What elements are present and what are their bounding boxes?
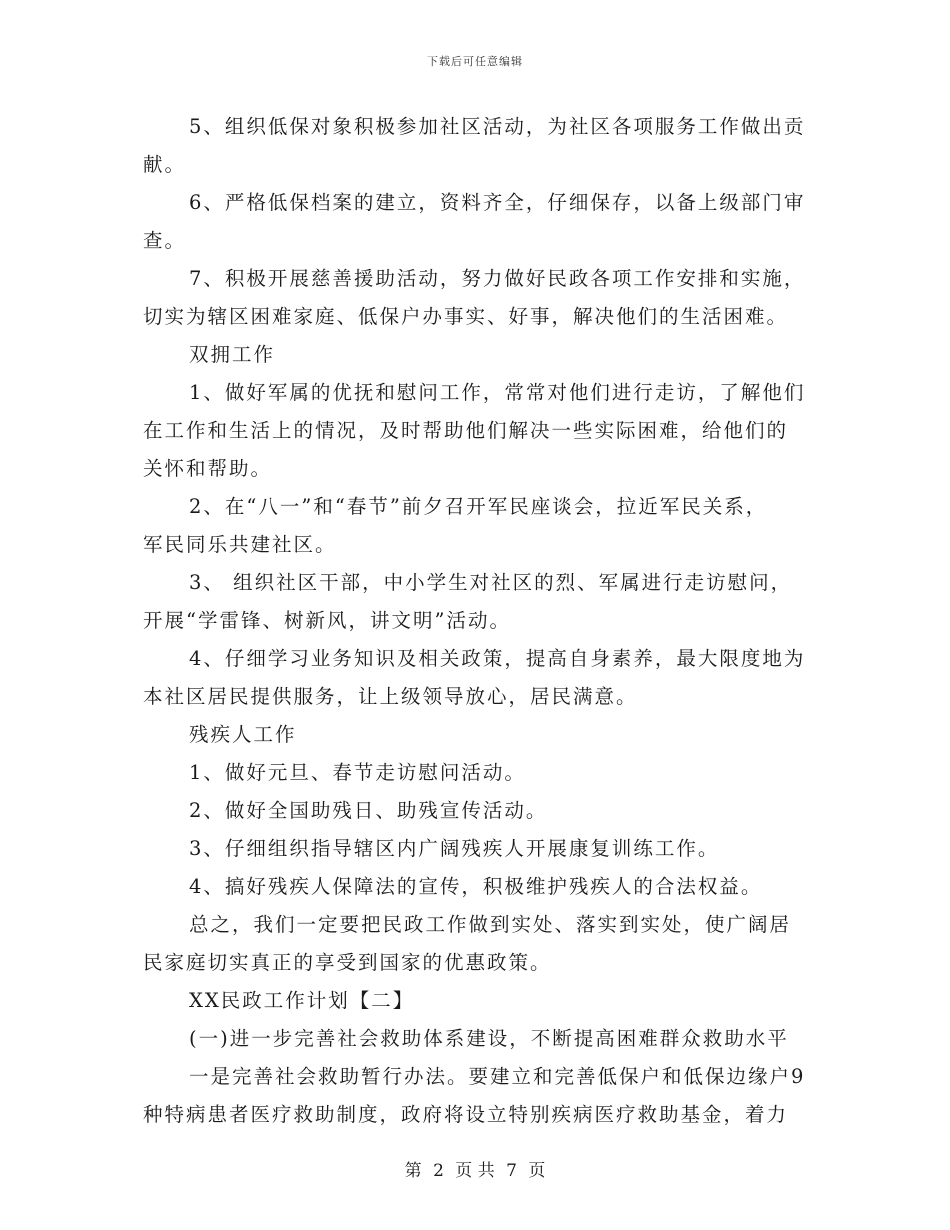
text-line: 一是完善社会救助暂行办法。要建立和完善低保户和低保边缘户9: [189, 1065, 806, 1088]
text-line: 双拥工作: [189, 343, 276, 366]
text-line: 2、做好全国助残日、助残宣传活动。: [189, 799, 548, 822]
footer-suffix: 页: [528, 1161, 546, 1181]
text-line: 1、做好军属的优抚和慰问工作，常常对他们进行走访，了解他们: [189, 381, 806, 404]
text-line: 4、搞好残疾人保障法的宣传，积极维护残疾人的合法权益。: [189, 875, 763, 898]
text-line: 4、仔细学习业务知识及相关政策，提高自身素养，最大限度地为: [189, 647, 806, 670]
text-line: 2、在“八一”和“春节”前夕召开军民座谈会，拉近军民关系，: [189, 495, 768, 518]
text-line: 3、仔细组织指导辖区内广阔残疾人开展康复训练工作。: [189, 837, 720, 860]
text-line: 6、严格低保档案的建立，资料齐全，仔细保存，以备上级部门审: [189, 191, 806, 214]
text-line: 在工作和生活上的情况，及时帮助他们解决一些实际困难，给他们的: [143, 419, 789, 442]
footer-total-pages: 7: [506, 1161, 517, 1181]
document-body: [143, 112, 805, 1138]
text-line: 总之，我们一定要把民政工作做到实处、落实到实处，使广阔居: [189, 913, 792, 936]
footer-middle: 页 共: [455, 1161, 495, 1181]
text-line: 7、积极开展慈善援助活动，努力做好民政各项工作安排和实施，: [189, 267, 806, 290]
text-line: 残疾人工作: [189, 723, 297, 746]
text-line: 关怀和帮助。: [143, 457, 273, 480]
text-line: 3、 组织社区干部，中小学生对社区的烈、军属进行走访慰问，: [189, 571, 793, 594]
page-header: 下载后可任意编辑: [427, 55, 523, 68]
text-line: XX民政工作计划【二】: [189, 989, 415, 1012]
text-line: 查。: [143, 229, 187, 252]
text-line: 本社区居民提供服务，让上级领导放心，居民满意。: [143, 685, 638, 708]
text-line: 民家庭切实真正的享受到国家的优惠政策。: [143, 951, 552, 974]
text-line: 开展“学雷锋、树新风，讲文明”活动。: [143, 609, 511, 632]
text-line: 种特病患者医疗救助制度，政府将设立特别疾病医疗救助基金，着力: [143, 1103, 789, 1126]
text-line: 切实为辖区困难家庭、低保户办事实、好事，解决他们的生活困难。: [143, 305, 789, 328]
page-footer: [0, 1156, 950, 1181]
text-line: 献。: [143, 153, 187, 176]
footer-prefix: 第: [404, 1161, 422, 1181]
text-line: 1、做好元旦、春节走访慰问活动。: [189, 761, 526, 784]
footer-page-number: 2: [433, 1161, 444, 1181]
text-line: 军民同乐共建社区。: [143, 533, 337, 556]
text-line: (一)进一步完善社会救助体系建设，不断提高困难群众救助水平: [189, 1027, 789, 1050]
text-line: 5、组织低保对象积极参加社区活动，为社区各项服务工作做出贡: [189, 115, 806, 138]
